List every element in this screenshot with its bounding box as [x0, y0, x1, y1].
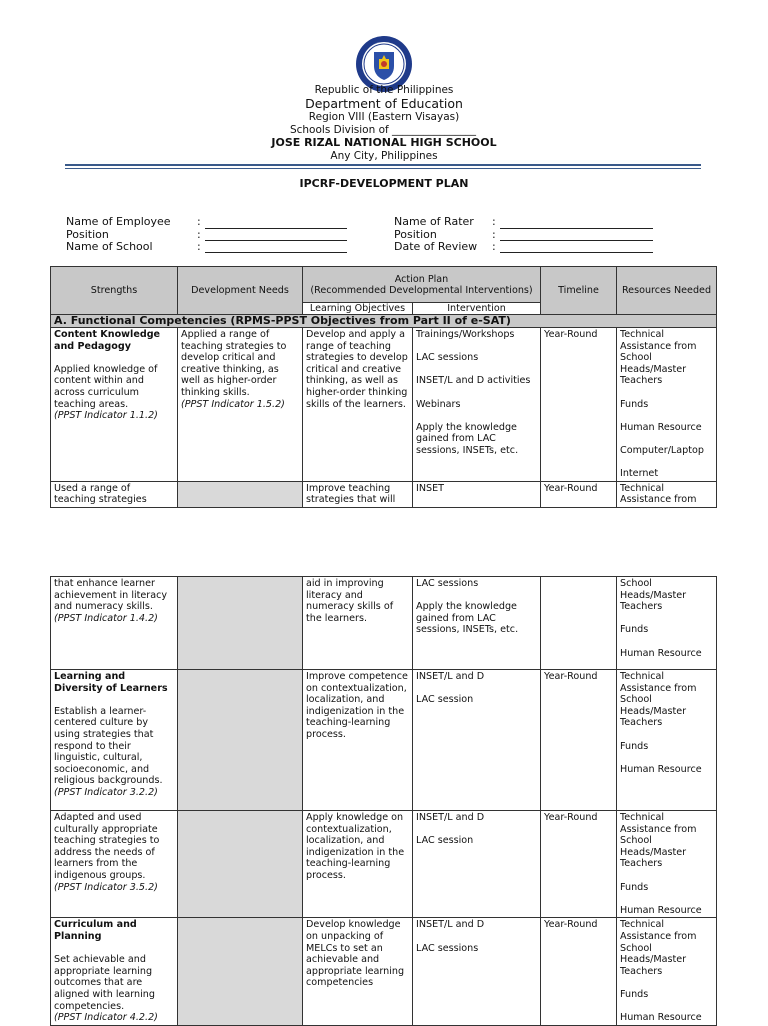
- strength-text: Establish a learner-centered culture by using strategies that respond to their linguistic, cultural, socioeconomic, and religious backgrounds.: [54, 705, 163, 787]
- strength-title: Content Knowledge and Pedagogy: [54, 329, 161, 352]
- need-text: Applied a range of teaching strategies to develop critical and creative thinking, as well as higher-order thinking skills.: [181, 329, 287, 398]
- resources-cell: [617, 328, 717, 482]
- intervention-cell: [413, 670, 541, 811]
- page-title: IPCRF-DEVELOPMENT PLAN: [299, 177, 469, 190]
- intervention-cell: [413, 918, 541, 1025]
- strength-cell: [51, 918, 178, 1025]
- intervention-item: INSET/L and D: [416, 671, 485, 682]
- need-indicator: (PPST Indicator 1.5.2): [181, 398, 285, 410]
- resource-item: Human Resource: [620, 763, 702, 775]
- city-line: Any City, Philippines: [330, 150, 438, 162]
- intervention-item: Trainings/Workshops: [416, 329, 515, 340]
- employee-field[interactable]: [205, 228, 347, 229]
- resource-item: Internet: [620, 468, 659, 480]
- strength-text: Applied knowledge of content within and across curriculum teaching areas.: [54, 363, 158, 410]
- strength-title: Learning and Diversity of Learners: [54, 671, 168, 694]
- table-row: [51, 670, 717, 811]
- resource-item: Human Resource: [620, 647, 702, 659]
- intervention-cell: [413, 811, 541, 918]
- resource-item: Funds: [620, 398, 649, 410]
- resource-item: Computer/Laptop: [620, 444, 704, 456]
- position-field[interactable]: [205, 240, 347, 241]
- need-cell-empty: [178, 577, 303, 670]
- colon: :: [492, 240, 496, 253]
- header-resources: Resources Needed: [617, 267, 717, 315]
- header-rule-top: [65, 164, 701, 166]
- resource-item: Technical Assistance from School Heads/Master Teachers: [620, 329, 697, 387]
- rater-label: Name of Rater: [394, 215, 474, 228]
- table-row: [51, 918, 717, 1025]
- table-row: [51, 811, 717, 918]
- intervention-item: LAC sessions: [416, 942, 479, 954]
- strength-cell: [51, 670, 178, 811]
- development-plan-table: [50, 266, 717, 508]
- resource-item: Human Resource: [620, 904, 702, 916]
- strength-indicator: (PPST Indicator 3.2.2): [54, 786, 158, 798]
- action-plan-sub: (Recommended Developmental Interventions): [310, 284, 533, 296]
- strength-indicator: (PPST Indicator 3.5.2): [54, 881, 158, 893]
- school-field[interactable]: [205, 252, 347, 253]
- intervention-cell: [413, 577, 541, 670]
- intervention-item: INSET/L and D activities: [416, 375, 531, 387]
- timeline-cell: Year-Round: [541, 328, 617, 482]
- timeline-cell-empty: [541, 577, 617, 670]
- review-label: Date of Review: [394, 240, 478, 253]
- colon: :: [197, 215, 201, 228]
- intervention-item: Webinars: [416, 398, 461, 410]
- table-row: [51, 577, 717, 670]
- position-label: Position: [66, 228, 109, 241]
- resources-cell: [617, 577, 717, 670]
- intervention-item: INSET/L and D: [416, 919, 485, 931]
- colon: :: [197, 240, 201, 253]
- rater-position-label: Position: [394, 228, 437, 241]
- resource-item: Human Resource: [620, 1012, 702, 1024]
- timeline-cell: Year-Round: [541, 670, 617, 811]
- strength-cell: [51, 577, 178, 670]
- employee-label: Name of Employee: [66, 215, 171, 228]
- resource-item: Technical Assistance from School Heads/Master Teachers: [620, 919, 697, 977]
- action-plan-label: Action Plan: [394, 273, 449, 285]
- intervention-item: Apply the knowledge gained from LAC sessions, INSETs, etc.: [416, 601, 519, 636]
- region-line: Region VIII (Eastern Visayas): [308, 111, 460, 123]
- resources-cell: [617, 811, 717, 918]
- timeline-cell: Year-Round: [541, 918, 617, 1025]
- resource-item: Technical Assistance from School Heads/Master Teachers: [620, 671, 697, 729]
- objective-cell: Develop knowledge on unpacking of MELCs to set an achievable and appropriate learning competencies: [303, 918, 413, 1025]
- strength-indicator: (PPST Indicator 1.1.2): [54, 410, 158, 422]
- strength-cell: [51, 328, 178, 482]
- rater-field[interactable]: [500, 228, 653, 229]
- intervention-item: INSET/L and D: [416, 812, 485, 823]
- intervention-cell: [413, 328, 541, 482]
- header-strengths: Strengths: [51, 267, 178, 315]
- intervention-item: LAC session: [416, 694, 474, 706]
- intervention-item: LAC session: [416, 835, 474, 847]
- colon: :: [492, 228, 496, 241]
- rater-position-field[interactable]: [500, 240, 653, 241]
- objective-cell: Improve teaching strategies that will: [303, 481, 413, 507]
- strength-cell: [51, 811, 178, 918]
- header-timeline: Timeline: [541, 267, 617, 315]
- strength-cell: Used a range of teaching strategies: [51, 481, 178, 507]
- table-row: [51, 481, 717, 507]
- timeline-cell: Year-Round: [541, 481, 617, 507]
- strength-indicator: (PPST Indicator 4.2.2): [54, 1012, 158, 1024]
- school-label: Name of School: [66, 240, 153, 253]
- intervention-item: Apply the knowledge gained from LAC sessions, INSETs, etc.: [416, 421, 519, 456]
- resource-item: Funds: [620, 740, 649, 752]
- resources-cell: Technical Assistance from: [617, 481, 717, 507]
- objective-cell: aid in improving literacy and numeracy skills of the learners.: [303, 577, 413, 670]
- timeline-cell: Year-Round: [541, 811, 617, 918]
- resource-item: Technical Assistance from School Heads/Master Teachers: [620, 812, 697, 870]
- resource-item: School Heads/Master Teachers: [620, 578, 687, 613]
- table-row: [51, 328, 717, 482]
- need-cell-empty: [178, 918, 303, 1025]
- resources-cell: [617, 918, 717, 1025]
- header-intervention: Intervention: [413, 303, 541, 315]
- strength-title: Curriculum and Planning: [54, 919, 137, 942]
- intervention-cell: INSET: [413, 481, 541, 507]
- header-development-needs: Development Needs: [178, 267, 303, 315]
- intervention-item: LAC sessions: [416, 352, 479, 364]
- colon: :: [197, 228, 201, 241]
- division-line: Schools Division of ________________: [289, 124, 477, 136]
- objective-cell: Develop and apply a range of teaching strategies to develop critical and creative thinking, as well as higher-order thinking skills of the learners.: [303, 328, 413, 482]
- department-line: Department of Education: [305, 96, 463, 111]
- header-learning-objectives: Learning Objectives: [303, 303, 413, 315]
- review-date-field[interactable]: [500, 252, 653, 253]
- resource-item: Funds: [620, 988, 649, 1000]
- resources-cell: [617, 670, 717, 811]
- republic-line: Republic of the Philippines: [314, 84, 454, 96]
- header-action-plan: [303, 267, 541, 303]
- need-cell-empty: [178, 481, 303, 507]
- intervention-item: LAC sessions: [416, 578, 479, 589]
- school-name: JOSE RIZAL NATIONAL HIGH SCHOOL: [271, 136, 497, 149]
- development-plan-table-continued: [50, 576, 717, 1026]
- strength-text: Set achievable and appropriate learning outcomes that are aligned with learning competencies.: [54, 954, 155, 1012]
- colon: :: [492, 215, 496, 228]
- need-cell: [178, 328, 303, 482]
- need-cell-empty: [178, 670, 303, 811]
- objective-cell: Improve competence on contextualization, localization, and indigenization in the teaching-learning process.: [303, 670, 413, 811]
- header-rule-bottom: [65, 168, 701, 169]
- resource-item: Funds: [620, 624, 649, 636]
- objective-cell: Apply knowledge on contextualization, localization, and indigenization in the teaching-learning process.: [303, 811, 413, 918]
- need-cell-empty: [178, 811, 303, 918]
- strength-text: that enhance learner achievement in literacy and numeracy skills.: [54, 578, 168, 613]
- section-a-title: A. Functional Competencies (RPMS-PPST Objectives from Part II of e-SAT): [51, 315, 717, 328]
- resource-item: Funds: [620, 881, 649, 893]
- strength-text: Adapted and used culturally appropriate teaching strategies to address the needs of learners from the indigenous groups.: [54, 812, 160, 881]
- resource-item: Human Resource: [620, 421, 702, 433]
- strength-indicator: (PPST Indicator 1.4.2): [54, 612, 158, 624]
